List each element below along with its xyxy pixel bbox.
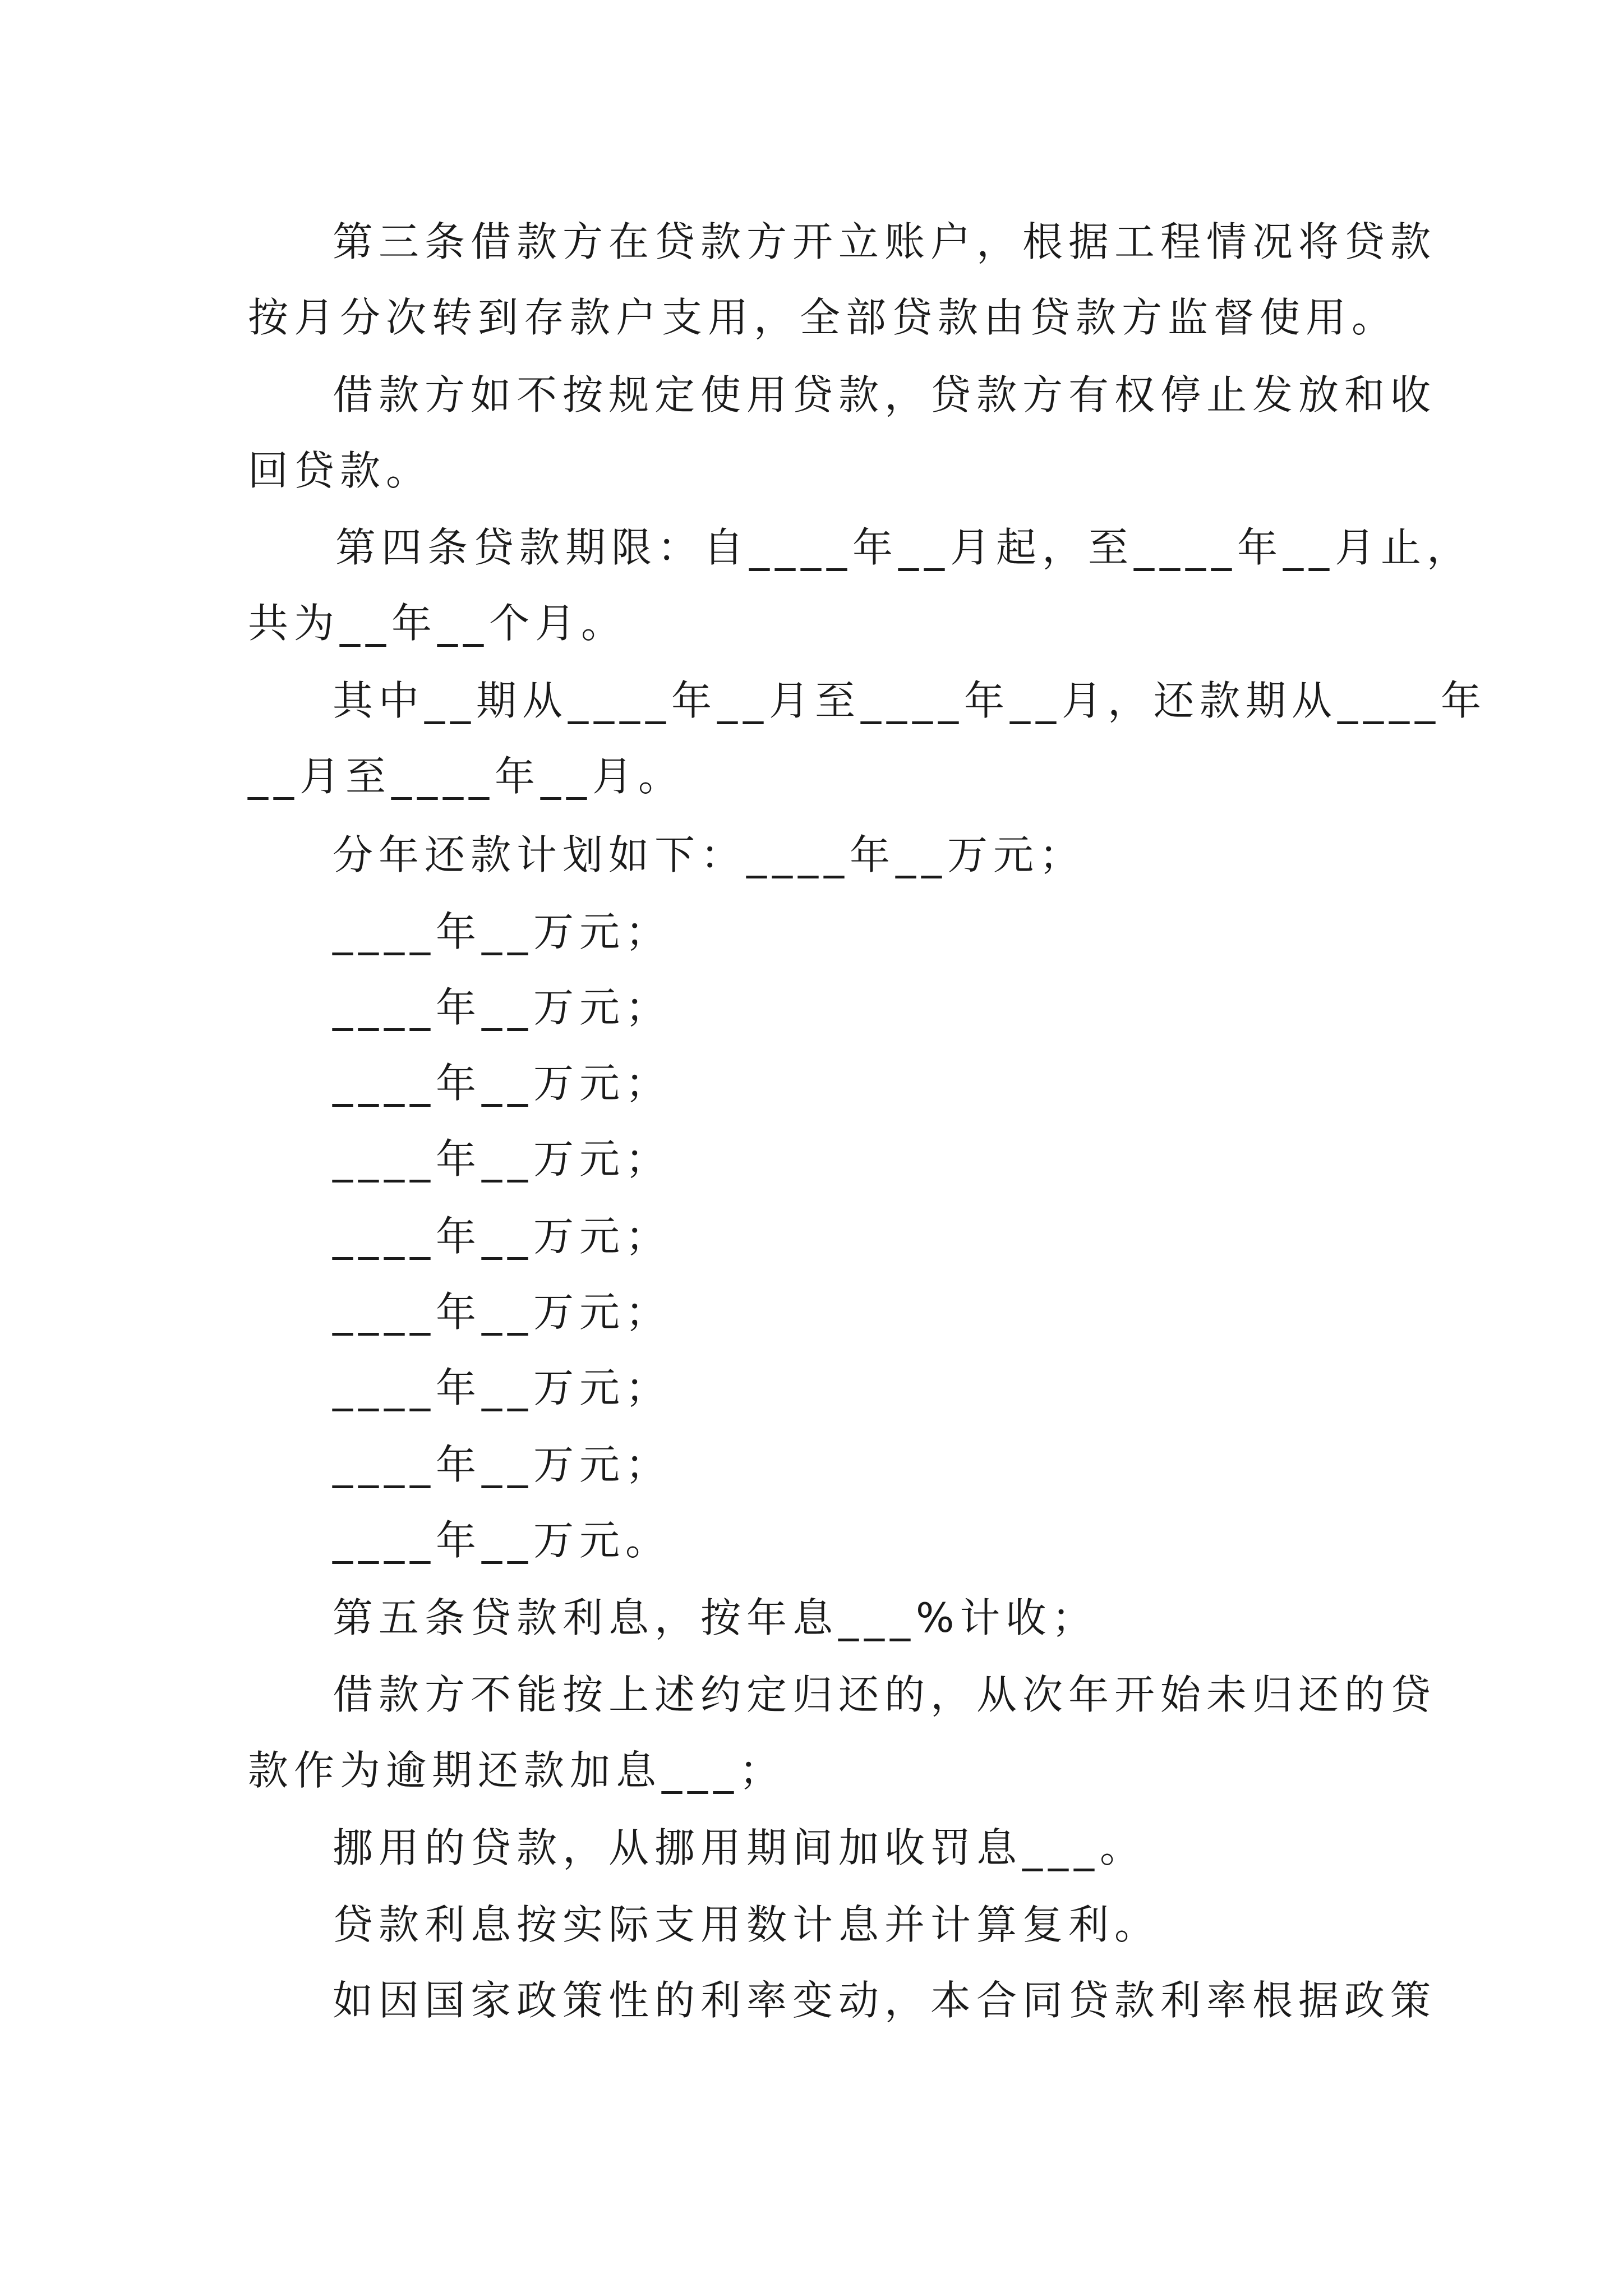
rate-change-line: 如因国家政策性的利率变动，本合同贷款利率根据政策	[333, 1977, 1437, 2024]
article-3-line-2: 按月分次转到存款户支用，全部贷款由贷款方监督使用。	[248, 294, 1398, 341]
repayment-plan-item: ____年__万元；	[333, 1364, 672, 1411]
repayment-plan-intro: 分年还款计划如下：____年__万元；	[333, 831, 1086, 878]
overdue-interest-line-1: 借款方不能按上述约定归还的，从次年开始未归还的贷	[333, 1671, 1437, 1718]
overdue-interest-line-2: 款作为逾期还款加息___；	[248, 1747, 786, 1794]
repayment-plan-item: ____年__万元；	[333, 984, 672, 1031]
article-4-line-2: 共为__年__个月。	[248, 600, 628, 647]
repayment-plan-item: ____年__万元；	[333, 908, 672, 955]
repayment-plan-item: ____年__万元；	[333, 1289, 672, 1336]
misuse-penalty-line: 挪用的贷款，从挪用期间加收罚息___。	[333, 1824, 1146, 1871]
repayment-plan-item: ____年__万元；	[333, 1060, 672, 1107]
article-4-line-1: 第四条贷款期限：自____年__月起，至____年__月止，	[335, 524, 1473, 571]
repayment-plan-item: ____年__万元；	[333, 1135, 672, 1182]
repayment-plan-item: ____年__万元；	[333, 1213, 672, 1260]
repayment-plan-item: ____年__万元；	[333, 1441, 672, 1488]
article-3-para-2-line-1: 借款方如不按规定使用贷款，贷款方有权停止发放和收	[333, 371, 1437, 418]
compound-interest-line: 贷款利息按实际支用数计息并计算复利。	[333, 1901, 1161, 1948]
article-4-period-line-2: __月至____年__月。	[248, 753, 685, 800]
repayment-plan-item-last: ____年__万元。	[333, 1517, 672, 1564]
article-3-line-1: 第三条借款方在贷款方开立账户，根据工程情况将贷款	[333, 218, 1437, 265]
article-4-period-line-1: 其中__期从____年__月至____年__月，还款期从____年	[333, 677, 1487, 724]
article-5-line-1: 第五条贷款利息，按年息___%计收；	[333, 1594, 1098, 1641]
article-3-para-2-line-2: 回贷款。	[248, 447, 432, 494]
